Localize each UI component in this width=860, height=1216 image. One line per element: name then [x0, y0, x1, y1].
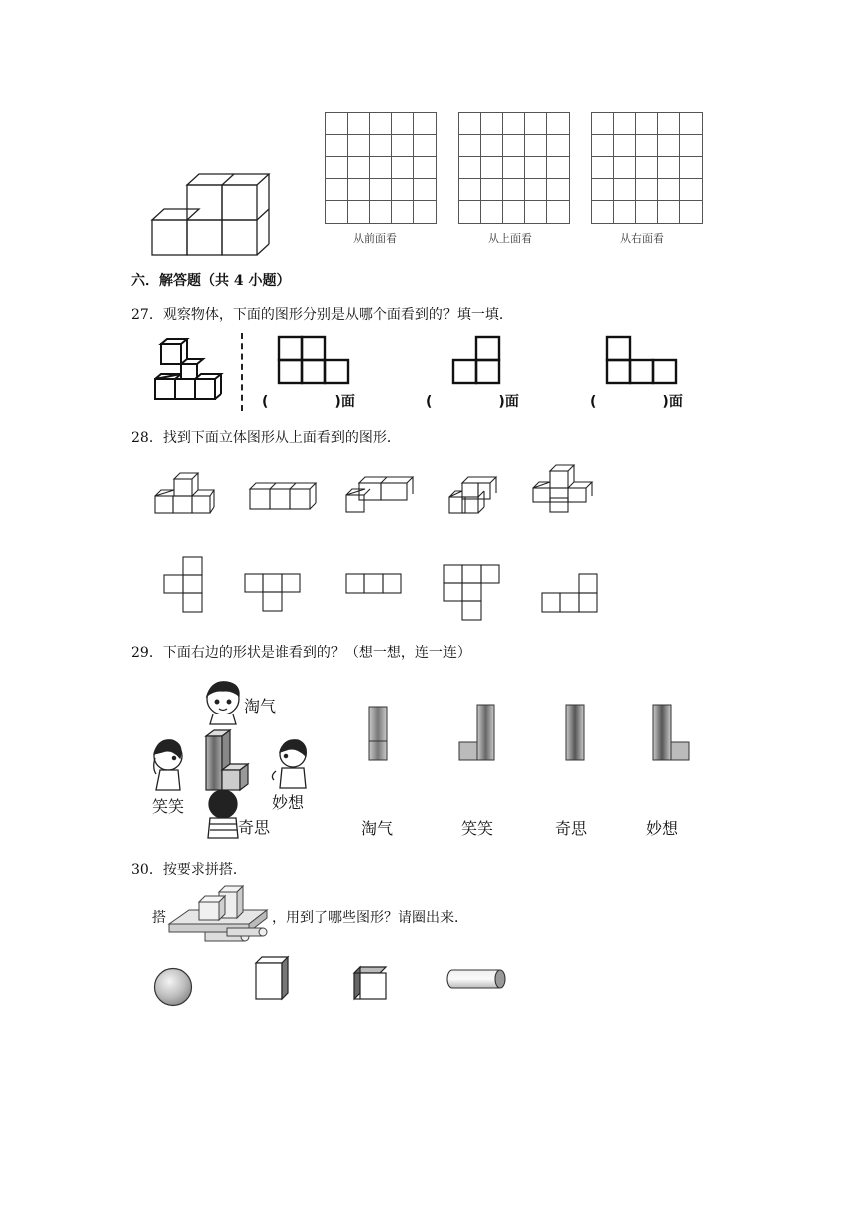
grid-top[interactable]: [458, 112, 570, 224]
grid-front[interactable]: [325, 112, 437, 224]
q29-text: 29．下面右边的形状是谁看到的？（想一想，连一连）: [131, 645, 471, 661]
label-taoqi: 淘气: [244, 697, 277, 716]
q29-view-qisi[interactable]: [565, 704, 587, 762]
q30-suffix: ，用到了哪些图形？请圈出来．: [272, 910, 468, 926]
label-miaoxiang: 妙想: [272, 793, 305, 812]
q30-prefix: 搭: [152, 910, 166, 926]
cube-icon[interactable]: [352, 965, 388, 1001]
child-taoqi-icon: [207, 682, 239, 724]
q28-view-1[interactable]: [163, 556, 203, 614]
raft-figure-icon: [167, 884, 272, 946]
q27-view-1: [278, 336, 350, 384]
sphere-icon[interactable]: [152, 967, 194, 1007]
grid-right[interactable]: [591, 112, 703, 224]
child-miaoxiang-icon: [272, 740, 306, 788]
view-label-qisi: 奇思: [555, 819, 588, 838]
view-label-taoqi: 淘气: [361, 819, 394, 838]
label-xiaoxiao: 笑笑: [152, 797, 185, 816]
q28-view-3[interactable]: [345, 573, 403, 595]
q30-text: 30．按要求拼搭．: [131, 862, 247, 878]
q28-solid-4[interactable]: [448, 475, 498, 515]
q28-view-5[interactable]: [541, 573, 599, 613]
view-label-xiaoxiao: 笑笑: [461, 819, 494, 838]
child-xiaoxiao-icon: [154, 740, 182, 790]
q27-blank-2[interactable]: ( )面: [426, 394, 519, 410]
q27-text: 27．观察物体，下面的图形分别是从哪个面看到的？填一填．: [131, 307, 513, 323]
child-qisi-icon: [208, 790, 238, 838]
q29-view-xiaoxiao[interactable]: [458, 704, 498, 762]
q27-object-icon: [153, 338, 228, 400]
label-qisi: 奇思: [238, 818, 271, 837]
grid-label-front: 从前面看: [353, 232, 397, 245]
dashed-divider: [241, 333, 243, 411]
q27-view-3: [606, 336, 678, 384]
q27-view-2: [452, 336, 502, 384]
q28-text: 28．找到下面立体图形从上面看到的图形．: [131, 430, 401, 446]
q28-solid-1[interactable]: [154, 471, 214, 515]
q28-solid-3[interactable]: [345, 475, 415, 515]
q28-solid-2[interactable]: [249, 481, 317, 513]
q29-object-icon: [206, 730, 248, 790]
section-heading: 六．解答题（共 4 小题）: [131, 273, 291, 289]
cube-stack-figure: [150, 172, 275, 257]
cuboid-icon[interactable]: [254, 955, 292, 1001]
view-label-miaoxiang: 妙想: [646, 819, 679, 838]
q28-view-2[interactable]: [244, 573, 302, 613]
q28-view-4[interactable]: [443, 564, 501, 622]
q27-blank-1[interactable]: ( )面: [262, 394, 355, 410]
q29-view-miaoxiang[interactable]: [652, 704, 692, 762]
grid-label-right: 从右面看: [620, 232, 664, 245]
q29-view-taoqi[interactable]: [368, 706, 390, 762]
q27-blank-3[interactable]: ( )面: [590, 394, 683, 410]
grid-label-top: 从上面看: [488, 232, 532, 245]
q28-solid-5[interactable]: [532, 463, 594, 515]
cylinder-icon[interactable]: [446, 968, 508, 990]
